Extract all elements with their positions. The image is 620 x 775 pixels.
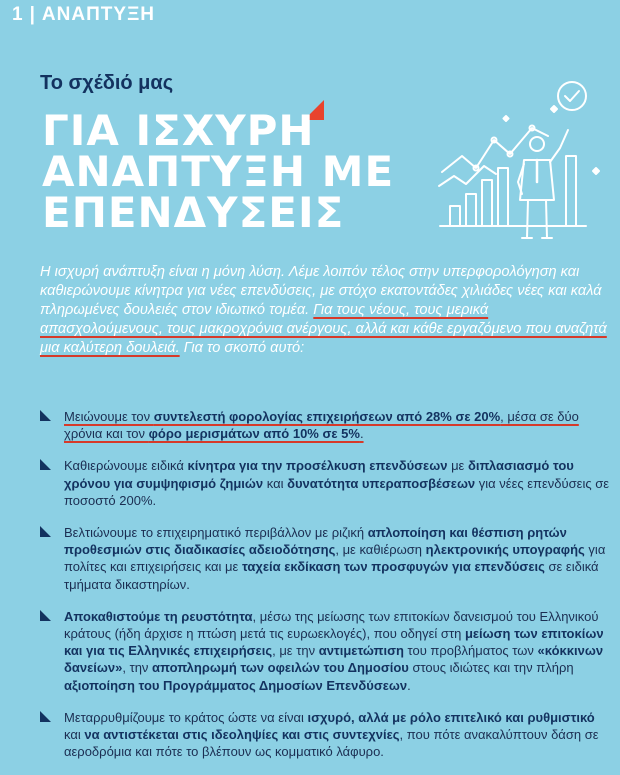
list-item: Βελτιώνουμε το επιχειρηματικό περιβάλλον με ριζική απλοποίηση και θέσπιση ρητών προθεσμιών στις διαδικασίες αδειοδότησης, με καθιέρωση ηλεκτρονικής υπογραφής για πολίτες και επιχειρήσεις και με ταχεία εκδίκαση των προσφυγών για επενδύσεις σε ειδικά τμήματα δικαστηρίων. — [40, 524, 615, 593]
title-line-3: ΕΠΕΝΔΥΣΕΙΣ — [42, 188, 345, 237]
list-item — [40, 408, 615, 442]
page-number: 1 — [12, 4, 24, 25]
growth-businessman-illustration — [436, 76, 616, 251]
intro-closing-text: Για το σκοπό αυτό: — [179, 340, 305, 356]
page-header — [12, 4, 155, 26]
intro-text: Η ισχυρή ανάπτυξη είναι η μόνη λύση. Λέμε λοιπόν τέλος στην υπερφορολόγηση και καθιερώνουμε κίνητρα για νέες επενδύσεις, με στόχο εκατοντάδες χιλιάδες νέες και καλά πληρωμένες δουλειές στον ιδιωτικό τομέα. — [40, 264, 602, 318]
item-underlined-group: Μειώνουμε τον συντελεστή φορολογίας επιχειρήσεων από 28% σε 20%, μέσα σε δύο χρόνια και τον φόρο μερισμάτων από 10% σε 5%. — [64, 409, 579, 442]
measures-list — [40, 408, 615, 775]
subtitle: Το σχέδιό μας — [40, 72, 174, 94]
list-item: Μεταρρυθμίζουμε το κράτος ώστε να είναι ισχυρό, αλλά με ρόλο επιτελικό και ρυθμιστικό και να αντιστέκεται στις ιδεοληψίες και στις συντεχνίες, που πότε ανακαλύπτουν δάση σε αεροδρόμια και πότε το βλέπουν ως κομματικό λάφυρο. — [40, 709, 615, 761]
check-circle-icon — [558, 82, 586, 110]
intro-underlined-text: Για τους νέους, τους μερικά απασχολούμενους, τους μακροχρόνια ανέργους, αλλά και κάθε εργαζόμενο που αναζητά μια καλύτερη δουλειά. — [40, 302, 607, 356]
triangle-bullet-icon — [40, 410, 51, 421]
title-line-1: ΓΙΑ ΙΣΧΥΡΗ — [42, 106, 315, 155]
list-item: Αποκαθιστούμε τη ρευστότητα, μέσω της μείωσης των επιτοκίων δανεισμού του Ελληνικού κράτους (ήδη άρχισε η πτώση μετά τις ευρωεκλογές), που οδηγεί στη μείωση των επιτοκίων και για τις Ελληνικές επιχειρήσεις, με την αντιμετώπιση του προβλήματος των «κόκκινων δανείων», την αποπληρωμή των οφειλών του Δημοσίου στους ιδιώτες και την πλήρη αξιοποίηση του Προγράμματος Δημοσίων Επενδύσεων. — [40, 608, 615, 694]
section-name: ΑΝΑΠΤΥΞΗ — [41, 4, 156, 25]
title-line-2: ΑΝΑΠΤΥΞΗ ΜΕ — [42, 147, 395, 196]
page-title — [42, 106, 395, 237]
triangle-bullet-icon — [40, 610, 51, 621]
triangle-bullet-icon — [40, 526, 51, 537]
header-separator: | — [29, 4, 36, 25]
intro-paragraph — [40, 263, 608, 358]
list-item: Καθιερώνουμε ειδικά κίνητρα για την προσέλκυση επενδύσεων με διπλασιασμό του χρόνου για συμψηφισμό ζημιών και δυνατότητα υπεραποσβέσεων για νέες επενδύσεις σε ποσοστό 200%. — [40, 457, 615, 509]
triangle-bullet-icon — [40, 711, 51, 722]
triangle-bullet-icon — [40, 459, 51, 470]
